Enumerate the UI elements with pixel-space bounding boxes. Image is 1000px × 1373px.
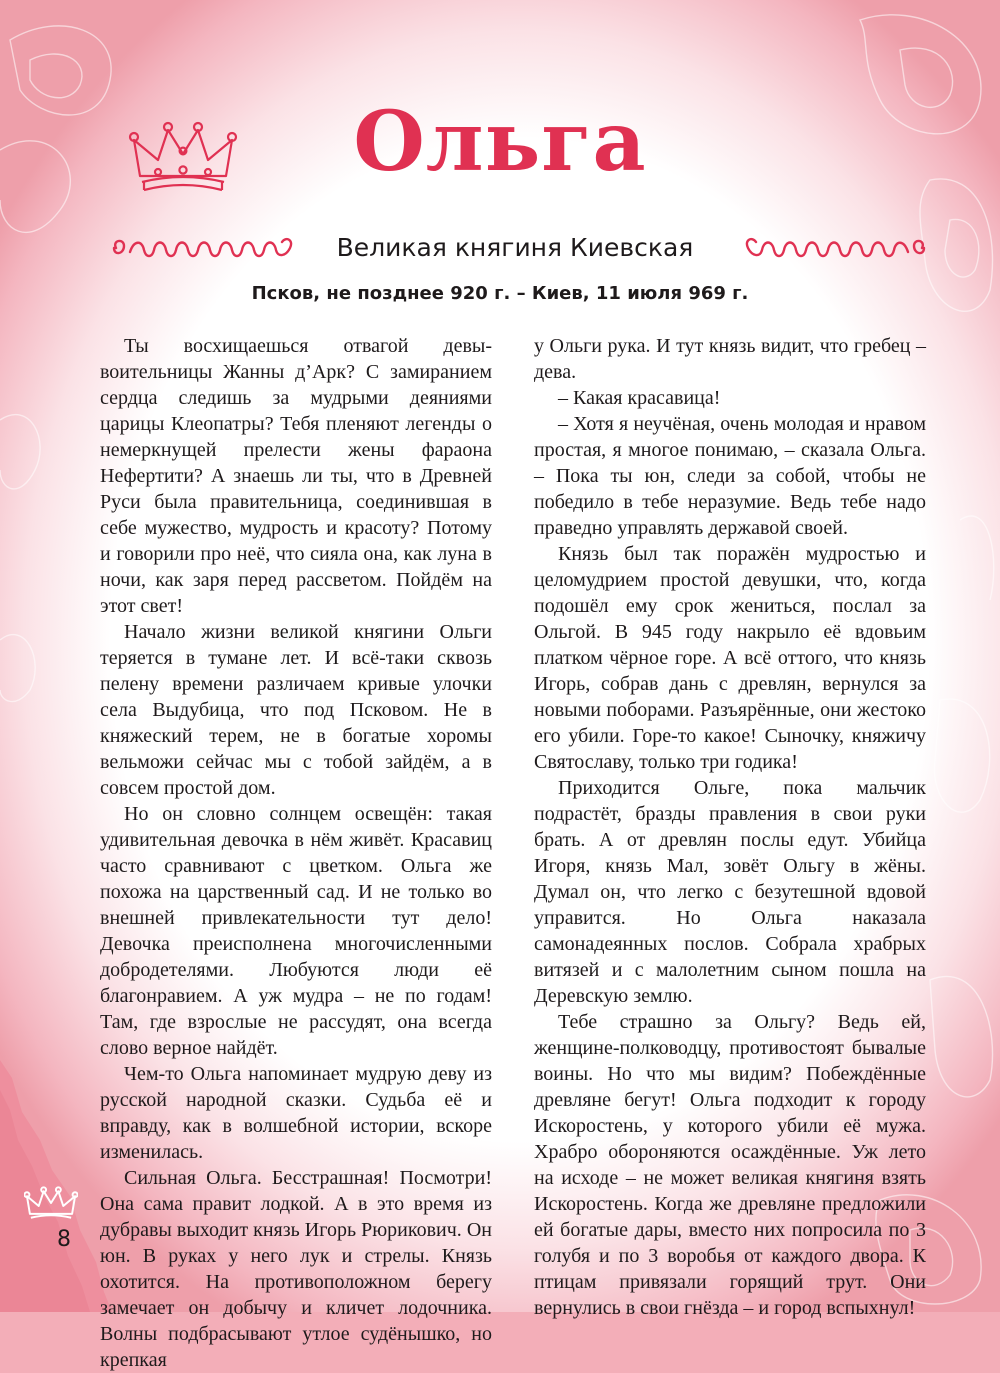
- text-column-left: [100, 333, 492, 1373]
- life-dates: Псков, не позднее 920 г. – Киев, 11 июля 969 г.: [251, 283, 749, 304]
- paragraph-continuation: у Ольги рука. И тут князь видит, что гребец – дева.: [534, 335, 926, 383]
- small-crown-icon: [24, 1186, 78, 1224]
- paragraph: Ты восхищаешься отвагой девы-воительницы Жанны д’Арк? С замиранием сердца следишь за мудрыми деяниями царицы Клеопатры? Тебя пленяют легенды о немеркнущей прелести жены фараона Нефертити? А знаешь ли ты, что в Древней Руси была правительница, соединившая в себе мужество, мудрость и красоту? Потому и говорили про неё, что сияла она, как луна в ночи, как заря перед рассветом. Пойдём на этот свет!: [100, 335, 492, 617]
- flourish-left-ornament: [110, 234, 300, 264]
- paragraph: Князь был так поражён мудростью и целомудрием простой девушки, что, когда подошёл ему срок жениться, послал за Ольгой. В 945 году накрыло её вдовьим платком чёрное горе. А всё оттого, что князь Игорь, собрав дань с древлян, вернулся за новыми поборами. Разъярённые, они жестоко его убили. Горе-то какое! Сыночку, княжичу Святославу, только три годика!: [534, 543, 926, 773]
- paragraph: Сильная Ольга. Бесстрашная! Посмотри! Она сама правит лодкой. А в это время из дубравы выходит князь Игорь Рюрикович. Он юн. В руках у него лук и стрелы. Князь охотится. На противоположном берегу замечает он добычу и кличет лодочника. Волны подбрасывают утлое судёнышко, но крепкая: [100, 1167, 492, 1371]
- paragraph: – Какая красавица!: [558, 387, 721, 409]
- paragraph: Чем-то Ольга напоминает мудрую деву из русской народной сказки. Судьба её и вправду, как в волшебной истории, вскоре изменилась.: [100, 1063, 492, 1163]
- crown-icon: [128, 120, 238, 196]
- paragraph: Тебе страшно за Ольгу? Ведь ей, женщине-полководцу, противостоят бывалые воины. Но что мы видим? Побеждённые древляне бегут! Ольга подходит к городу Искоростень, у которого убили её мужа. Храбро обороняются осаждённые. Уж лето на исходе – не может великая княгиня взять Искоростень. Когда же древляне предложили ей богатые дары, вместо них попросила по 3 голубя и по 3 воробья от каждого двора. К птицам привязали горящий трут. Они вернулись в свои гнёзда – и город вспыхнул!: [534, 1011, 926, 1319]
- subtitle-row: [0, 228, 1000, 268]
- paragraph: Приходится Ольге, пока мальчик подрастёт, бразды правления в свои руки брать. А от древлян послы едут. Убийца Игоря, князь Мал, зовёт Ольгу в жёны. Думал он, что легко с безутешной вдовой управится. Но Ольга наказала самонадеянных послов. Собрала храбрых витязей и с малолетним сыном пошла на Деревскую землю.: [534, 777, 926, 1007]
- page-number: 8: [57, 1227, 71, 1252]
- page-title: Ольга: [353, 94, 647, 190]
- subtitle: Великая княгиня Киевская: [336, 233, 694, 262]
- text-column-right: [534, 333, 926, 1321]
- paragraph: Но он словно солнцем освещён: такая удивительная девочка в нём живёт. Красавиц часто сравнивают с цветком. Ольга же похожа на царственный сад. И не только во внешней привлекательности тут дело! Девочка преисполнена многочисленными добродетелями. Любуются люди её благонравием. А уж мудра – не по годам! Там, где взрослые не рассудят, она всегда слово верное найдёт.: [100, 803, 492, 1059]
- flourish-right-ornament: [738, 234, 928, 264]
- paragraph: Начало жизни великой княгини Ольги теряется в тумане лет. И всё-таки сквозь пелену времени различаем кривые улочки села Выдубица, что под Псковом. Не в княжеский терем, не в богатые хоромы вельможи сейчас мы с тобой зайдём, а в совсем простой дом.: [100, 621, 492, 799]
- paragraph: – Хотя я неучёная, очень молодая и нравом простая, я многое понимаю, – сказала Ольга. – Пока ты юн, следи за собой, чтобы не победило в тебе неразумие. Ведь тебе надо праведно управлять державой своей.: [534, 413, 926, 539]
